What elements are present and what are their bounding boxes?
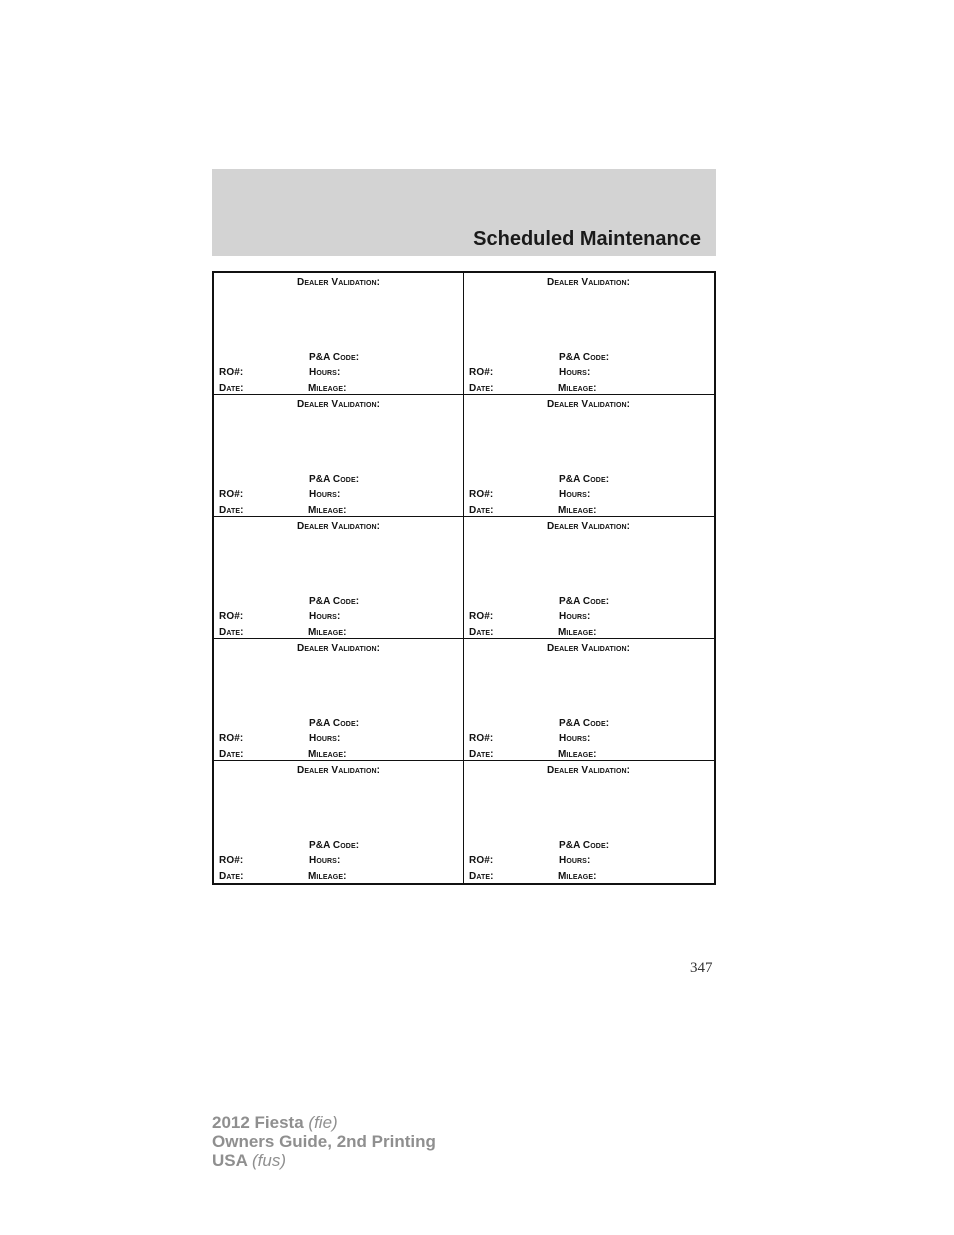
mileage-label: Mileage: xyxy=(558,627,597,638)
service-record-cell xyxy=(464,639,714,761)
date-label: Date: xyxy=(219,383,244,394)
pa-code-label: P&A Code: xyxy=(559,718,610,729)
hours-label: Hours: xyxy=(559,489,591,500)
hours-label: Hours: xyxy=(559,367,591,378)
dealer-validation-label: Dealer Validation: xyxy=(547,765,631,776)
mileage-label: Mileage: xyxy=(308,871,347,882)
mileage-label: Mileage: xyxy=(308,505,347,516)
service-record-cell xyxy=(464,395,714,517)
mileage-label: Mileage: xyxy=(308,383,347,394)
service-record-cell xyxy=(214,273,464,395)
service-record-cell xyxy=(464,273,714,395)
date-label: Date: xyxy=(469,505,494,516)
mileage-label: Mileage: xyxy=(558,871,597,882)
pa-code-label: P&A Code: xyxy=(309,596,360,607)
service-record-cell xyxy=(464,517,714,639)
ro-number-label: RO#: xyxy=(219,611,244,622)
footer-model: 2012 Fiesta xyxy=(212,1113,304,1132)
dealer-validation-label: Dealer Validation: xyxy=(297,399,381,410)
pa-code-label: P&A Code: xyxy=(309,718,360,729)
pa-code-label: P&A Code: xyxy=(559,596,610,607)
ro-number-label: RO#: xyxy=(219,855,244,866)
ro-number-label: RO#: xyxy=(219,489,244,500)
footer-model-code: (fie) xyxy=(308,1113,338,1132)
footer-line-1 xyxy=(212,1113,436,1132)
footer-market: USA xyxy=(212,1151,248,1170)
section-title: Scheduled Maintenance xyxy=(473,228,701,250)
dealer-validation-label: Dealer Validation: xyxy=(297,765,381,776)
ro-number-label: RO#: xyxy=(219,367,244,378)
dealer-validation-label: Dealer Validation: xyxy=(547,277,631,288)
date-label: Date: xyxy=(219,749,244,760)
pa-code-label: P&A Code: xyxy=(309,352,360,363)
pa-code-label: P&A Code: xyxy=(559,840,610,851)
date-label: Date: xyxy=(469,749,494,760)
ro-number-label: RO#: xyxy=(469,855,494,866)
date-label: Date: xyxy=(469,383,494,394)
ro-number-label: RO#: xyxy=(469,611,494,622)
date-label: Date: xyxy=(469,871,494,882)
hours-label: Hours: xyxy=(309,367,341,378)
service-record-grid xyxy=(212,271,716,885)
dealer-validation-label: Dealer Validation: xyxy=(297,643,381,654)
date-label: Date: xyxy=(219,505,244,516)
dealer-validation-label: Dealer Validation: xyxy=(547,643,631,654)
footer-line-2: Owners Guide, 2nd Printing xyxy=(212,1132,436,1151)
footer-market-code: (fus) xyxy=(252,1151,286,1170)
service-record-cell xyxy=(464,761,714,883)
page-number: 347 xyxy=(690,960,713,976)
service-record-cell xyxy=(214,517,464,639)
date-label: Date: xyxy=(469,627,494,638)
mileage-label: Mileage: xyxy=(308,749,347,760)
ro-number-label: RO#: xyxy=(469,489,494,500)
service-record-cell xyxy=(214,395,464,517)
pa-code-label: P&A Code: xyxy=(309,474,360,485)
footer-line-3 xyxy=(212,1151,436,1170)
service-record-cell xyxy=(214,639,464,761)
document-footer xyxy=(212,1113,436,1170)
hours-label: Hours: xyxy=(559,733,591,744)
hours-label: Hours: xyxy=(309,733,341,744)
mileage-label: Mileage: xyxy=(308,627,347,638)
ro-number-label: RO#: xyxy=(469,733,494,744)
date-label: Date: xyxy=(219,871,244,882)
hours-label: Hours: xyxy=(309,855,341,866)
pa-code-label: P&A Code: xyxy=(309,840,360,851)
hours-label: Hours: xyxy=(559,855,591,866)
service-record-cell xyxy=(214,761,464,883)
dealer-validation-label: Dealer Validation: xyxy=(547,521,631,532)
hours-label: Hours: xyxy=(309,489,341,500)
mileage-label: Mileage: xyxy=(558,749,597,760)
dealer-validation-label: Dealer Validation: xyxy=(297,277,381,288)
hours-label: Hours: xyxy=(309,611,341,622)
dealer-validation-label: Dealer Validation: xyxy=(297,521,381,532)
pa-code-label: P&A Code: xyxy=(559,474,610,485)
mileage-label: Mileage: xyxy=(558,383,597,394)
mileage-label: Mileage: xyxy=(558,505,597,516)
header-band xyxy=(212,169,716,256)
ro-number-label: RO#: xyxy=(219,733,244,744)
pa-code-label: P&A Code: xyxy=(559,352,610,363)
date-label: Date: xyxy=(219,627,244,638)
hours-label: Hours: xyxy=(559,611,591,622)
dealer-validation-label: Dealer Validation: xyxy=(547,399,631,410)
ro-number-label: RO#: xyxy=(469,367,494,378)
